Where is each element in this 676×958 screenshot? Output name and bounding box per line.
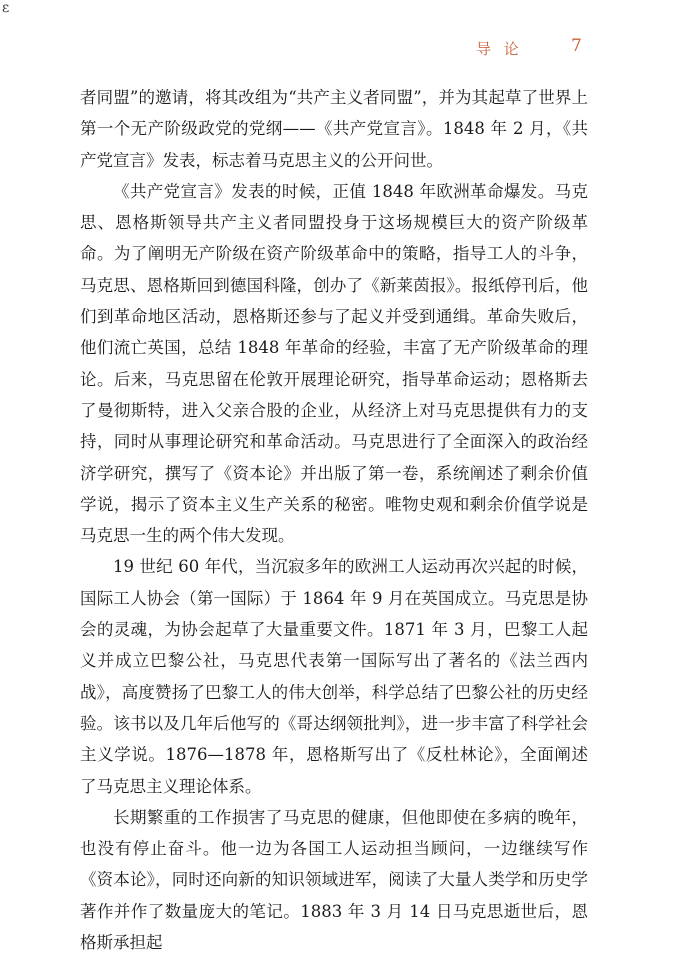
chapter-title: 导 论: [476, 40, 523, 58]
paragraph: 《共产党宣言》发表的时候，正值 1848 年欧洲革命爆发。马克思、恩格斯领导共产主义者同盟投身于这场规模巨大的资产阶级革命。为了阐明无产阶级在资产阶级革命中的策略，指导工人的斗争，马克思、恩格斯回到德国科隆，创办了《新莱茵报》。报纸停刊后，他们到革命地区活动，恩格斯还参与了起义并受到通缉。革命失败后，他们流亡英国，总结 1848 年革命的经验，丰富了无产阶级革命的理论。后来，马克思留在伦敦开展理论研究，指导革命运动；恩格斯去了曼彻斯特，进入父亲合股的企业，从经济上对马克思提供有力的支持，同时从事理论研究和革命活动。马克思进行了全面深入的政治经济学研究，撰写了《资本论》并出版了第一卷，系统阐述了剩余价值学说，揭示了资本主义生产关系的秘密。唯物史观和剩余价值学说是马克思一生的两个伟大发现。: [80, 181, 588, 546]
paragraph-continuation: 者同盟”的邀请，将其改组为“共产主义者同盟”，并为其起草了世界上第一个无产阶级政党的党纲——《共产党宣言》。1848 年 2 月，《共产党宣言》发表，标志着马克思主义的公开问世。: [80, 88, 588, 170]
running-header: [0, 36, 676, 60]
paragraph: 长期繁重的工作损害了马克思的健康，但他即使在多病的晚年，也没有停止奋斗。他一边为各国工人运动担当顾问，一边继续写作《资本论》，同时还向新的知识领域进军，阅读了大量人类学和历史学著作并作了数量庞大的笔记。1883 年 3 月 14 日马克思逝世后，恩格斯承担起: [80, 807, 588, 953]
page-edge-mark: ε: [2, 0, 10, 16]
paragraph: 19 世纪 60 年代，当沉寂多年的欧洲工人运动再次兴起的时候，国际工人协会（第一国际）于 1864 年 9 月在英国成立。马克思是协会的灵魂，为协会起草了大量重要文件。1871 年 3 月，巴黎工人起义并成立巴黎公社，马克思代表第一国际写出了著名的《法兰西内战》，高度赞扬了巴黎工人的伟大创举，科学总结了巴黎公社的历史经验。该书以及几年后他写的《哥达纲领批判》，进一步丰富了科学社会主义学说。1876—1878 年，恩格斯写出了《反杜林论》，全面阐述了马克思主义理论体系。: [80, 557, 588, 796]
page-number: 7: [571, 36, 582, 56]
body-text: [80, 82, 588, 958]
